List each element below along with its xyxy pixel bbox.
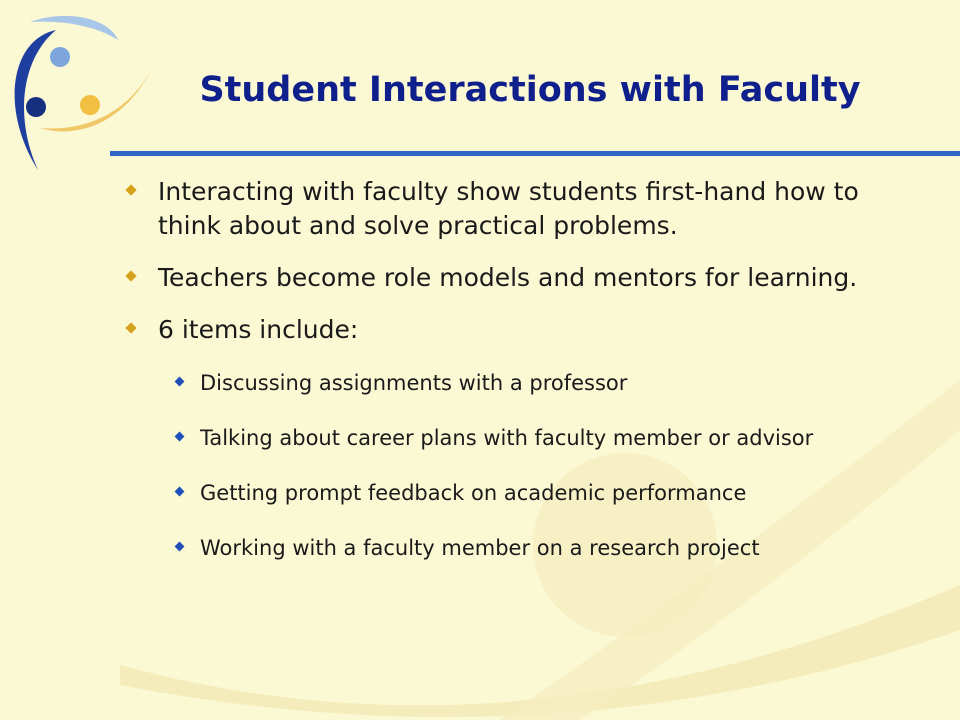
diamond-bullet-icon: [125, 270, 136, 281]
diamond-bullet-icon: [175, 377, 185, 387]
sub-bullet-text: Talking about career plans with faculty member or advisor: [200, 426, 814, 450]
bullet-item: [124, 175, 924, 243]
diamond-bullet-icon: [175, 432, 185, 442]
bullet-text: Interacting with faculty show students first-hand how to think about and solve practical problems.: [158, 177, 859, 240]
sub-bullet-item: [124, 424, 924, 452]
diamond-bullet-icon: [125, 184, 136, 195]
diamond-bullet-icon: [175, 487, 185, 497]
title-underline-rule: [110, 151, 960, 156]
sub-bullet-item: [124, 479, 924, 507]
bullet-item: [124, 313, 924, 347]
slide-title: Student Interactions with Faculty: [199, 70, 861, 110]
bullet-item: [124, 261, 924, 295]
diamond-bullet-icon: [175, 542, 185, 552]
sub-bullet-text: Discussing assignments with a professor: [200, 371, 628, 395]
sub-bullet-text: Working with a faculty member on a research project: [200, 536, 760, 560]
sub-bullet-item: [124, 369, 924, 397]
sub-bullet-item: [124, 534, 924, 562]
diamond-bullet-icon: [125, 322, 136, 333]
bullet-text: 6 items include:: [158, 315, 359, 344]
bullet-text: Teachers become role models and mentors for learning.: [158, 263, 858, 292]
bullet-list: [124, 175, 924, 589]
sub-bullet-text: Getting prompt feedback on academic performance: [200, 481, 747, 505]
